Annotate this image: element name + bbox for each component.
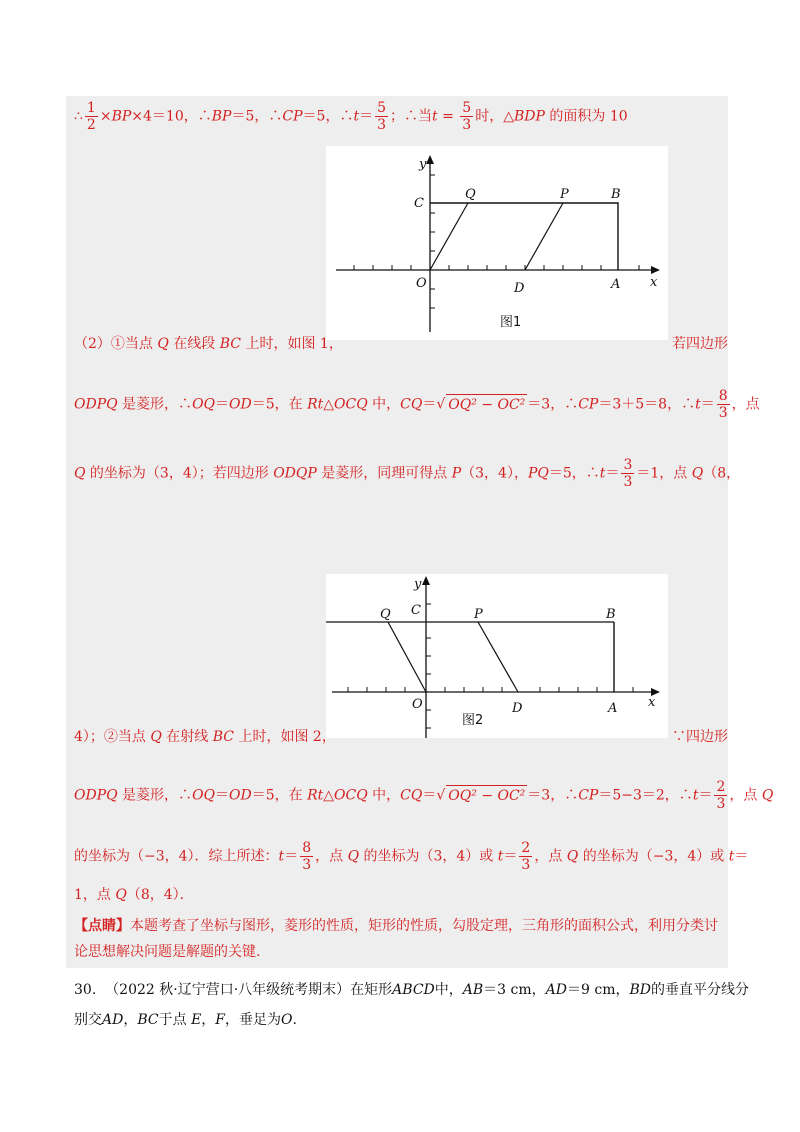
comment-line-1: 【点睛】本题考查了坐标与图形，菱形的性质，矩形的性质，勾股定理，三角形的面积公式，利用分类讨 bbox=[74, 918, 718, 934]
comment-line-2: 论思想解决问题是解题的关键. bbox=[74, 944, 261, 960]
label-B: B bbox=[606, 607, 616, 622]
comment-tag: 【点睛】 bbox=[74, 918, 130, 934]
figure-1 bbox=[326, 146, 668, 340]
fraction: $\frac{2}{3}$ bbox=[521, 840, 531, 873]
fraction: $\frac{8}{3}$ bbox=[718, 388, 728, 421]
fraction: $\frac{5}{3}$ bbox=[377, 100, 387, 133]
label-O: O bbox=[412, 697, 423, 712]
answer-line-5: 4）；②当点 Q 在射线 BC 上时，如图 2， bbox=[74, 729, 336, 745]
label-Q: Q bbox=[465, 187, 476, 202]
figure-caption: 图1 bbox=[500, 315, 522, 330]
x-axis-label: x bbox=[648, 695, 656, 710]
answer-line-2-right: 若四边形 bbox=[672, 336, 728, 352]
answer-line-1: ∴ $\frac{1}{2}$ ×BP×4＝10，∴BP＝5，∴CP＝5，∴t＝ $\frac{5}{3}$ ；∴当t = $\frac{5}{3}$ 时，△BDP 的面积为 10 bbox=[74, 100, 628, 133]
figure-2 bbox=[326, 574, 668, 738]
label-C: C bbox=[414, 196, 424, 211]
label-D: D bbox=[514, 281, 525, 296]
answer-line-5-right: ∵四边形 bbox=[672, 729, 728, 745]
figure-2-graph bbox=[326, 574, 668, 738]
answer-line-6: ODPQ 是菱形，∴OQ＝OD＝5，在 Rt△OCQ 中，CQ＝√ OQ² − OC² ＝3，∴CP＝5−3＝2，∴t＝ $\frac{2}{3}$ ，点 Q bbox=[74, 779, 774, 812]
fraction: $\frac{3}{3}$ bbox=[623, 457, 633, 490]
label-C: C bbox=[411, 603, 421, 618]
y-axis-label: y bbox=[419, 157, 427, 172]
y-axis-label: y bbox=[414, 577, 422, 592]
label-P: P bbox=[474, 607, 483, 622]
square-root: OQ² − OC² bbox=[446, 394, 527, 415]
square-root: OQ² − OC² bbox=[446, 785, 527, 806]
question-30-line-1: 30. （2022 秋·辽宁营口·八年级统考期末）在矩形ABCD中，AB＝3 cm，AD＝9 cm，BD的垂直平分线分 bbox=[74, 982, 749, 998]
fraction: $\frac{8}{3}$ bbox=[302, 840, 312, 873]
figure-caption: 图2 bbox=[462, 713, 484, 728]
fraction: $\frac{2}{3}$ bbox=[716, 779, 726, 812]
figure-1-graph bbox=[326, 146, 668, 340]
answer-line-3: ODPQ 是菱形，∴OQ＝OD＝5，在 Rt△OCQ 中，CQ＝√ OQ² − OC² ＝3，∴CP＝3＋5＝8，∴t＝ $\frac{8}{3}$ ，点 bbox=[74, 388, 760, 421]
label-D: D bbox=[512, 701, 523, 716]
x-axis-label: x bbox=[650, 275, 658, 290]
label-A: A bbox=[611, 277, 621, 292]
answer-line-4: Q 的坐标为（3，4）；若四边形 ODQP 是菱形，同理可得点 P（3，4），PQ＝5，∴t＝ $\frac{3}{3}$ ＝1，点 Q（8， bbox=[74, 457, 741, 490]
label-P: P bbox=[560, 187, 569, 202]
fraction: $\frac{5}{3}$ bbox=[462, 100, 472, 133]
answer-line-2: （2）①当点 Q 在线段 BC 上时，如图 1， bbox=[74, 336, 343, 352]
therefore-symbol: ∴ bbox=[74, 108, 83, 125]
question-number: 30. bbox=[74, 982, 97, 998]
answer-line-8: 1，点 Q（8，4）． bbox=[74, 887, 194, 903]
answer-line-7: 的坐标为（−3，4）．综上所述：t＝ $\frac{8}{3}$ ，点 Q 的坐标为（3，4）或 t＝ $\frac{2}{3}$ ，点 Q 的坐标为（−3，4）或 t＝ bbox=[74, 840, 749, 873]
label-A: A bbox=[608, 701, 618, 716]
label-Q: Q bbox=[380, 607, 391, 622]
label-O: O bbox=[416, 276, 427, 291]
question-30-line-2: 别交AD，BC于点 E，F，垂足为O. bbox=[74, 1012, 297, 1028]
label-B: B bbox=[611, 187, 621, 202]
fraction: $\frac{1}{2}$ bbox=[86, 100, 96, 133]
